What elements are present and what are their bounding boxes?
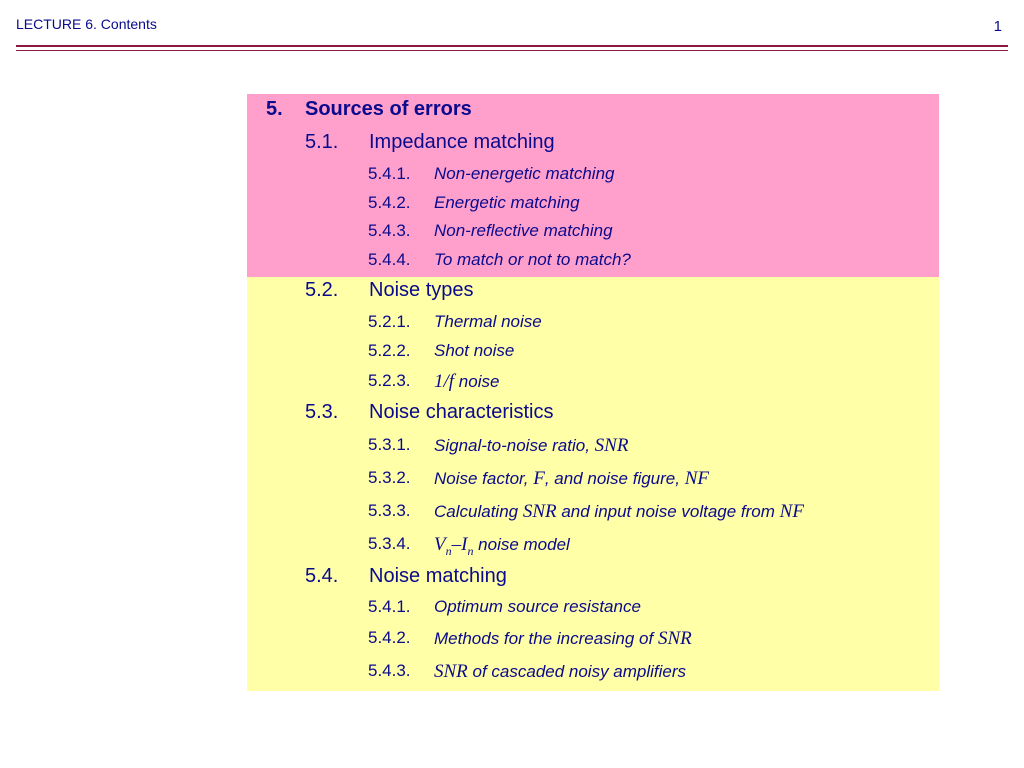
toc-block-highlighted [247,94,939,277]
math-symbol [434,534,474,558]
toc-number: 5.2.2. [368,341,411,360]
toc-number: 5.4.1. [368,597,411,616]
toc-number: 5.4.1. [368,164,411,183]
toc-title-text: Calculating [434,502,523,521]
toc-title: Non-reflective matching [434,221,613,240]
math-i: I [461,534,468,555]
math-dash: – [451,534,462,555]
toc-number: 5.1. [305,131,339,153]
toc-number: 5.2. [305,279,339,301]
toc-title-text: Signal-to-noise ratio, [434,436,595,455]
math-symbol: SNR [434,661,468,682]
math-subscript: n [445,543,452,558]
toc-title-text: Noise factor, [434,469,534,488]
toc-title: Impedance matching [369,131,555,153]
toc-number: 5.3.3. [368,501,411,520]
math-symbol: NF [779,501,804,522]
toc-title [434,534,570,559]
toc-title [434,628,692,650]
slide-header-title: LECTURE 6. Contents [16,16,157,32]
toc-number: 5.4.2. [368,628,411,647]
math-v: V [434,534,446,555]
toc-title: Energetic matching [434,193,580,212]
math-symbol: SNR [594,435,629,456]
toc-title-text: Methods for the increasing of [434,629,658,648]
toc-title [434,661,686,683]
toc-title: Non-energetic matching [434,164,615,183]
toc-title: Noise types [369,279,474,301]
toc-number: 5.3.1. [368,435,411,454]
toc-title: Sources of errors [305,98,472,120]
toc-title-text: noise model [473,535,570,554]
toc-number: 5.4.3. [368,221,411,240]
toc-number: 5.4.4. [368,250,411,269]
toc-number: 5.4. [305,565,339,587]
toc-number: 5.2.1. [368,312,411,331]
header-rule-top [16,45,1008,47]
table-of-contents [247,94,939,691]
toc-number: 5.4.3. [368,661,411,680]
toc-title [434,468,709,490]
toc-title: To match or not to match? [434,250,631,269]
toc-number: 5.2.3. [368,371,411,390]
toc-title-text: and input noise voltage from [556,502,780,521]
math-symbol: 1/f [434,371,455,392]
toc-number: 5.3. [305,401,339,423]
toc-number: 5.3.2. [368,468,411,487]
toc-title [434,501,804,523]
toc-title-text: of cascaded noisy amplifiers [467,662,687,681]
toc-title-text: , and noise figure, [544,469,685,488]
toc-title: Optimum source resistance [434,597,641,616]
toc-title [434,371,499,393]
page-number: 1 [993,18,1002,35]
toc-number: 5. [266,98,283,120]
toc-title: Thermal noise [434,312,542,331]
math-symbol: F [533,468,545,489]
toc-number: 5.3.4. [368,534,411,553]
math-subscript: n [467,543,474,558]
toc-title [434,435,628,457]
toc-title: Noise characteristics [369,401,554,423]
toc-title: Shot noise [434,341,515,360]
header-rule-bottom [16,50,1008,51]
toc-block [247,277,939,691]
math-symbol: NF [684,468,709,489]
toc-number: 5.4.2. [368,193,411,212]
toc-title-text: noise [454,372,500,391]
toc-title: Noise matching [369,565,507,587]
math-symbol: SNR [522,501,557,522]
math-symbol: SNR [657,628,692,649]
